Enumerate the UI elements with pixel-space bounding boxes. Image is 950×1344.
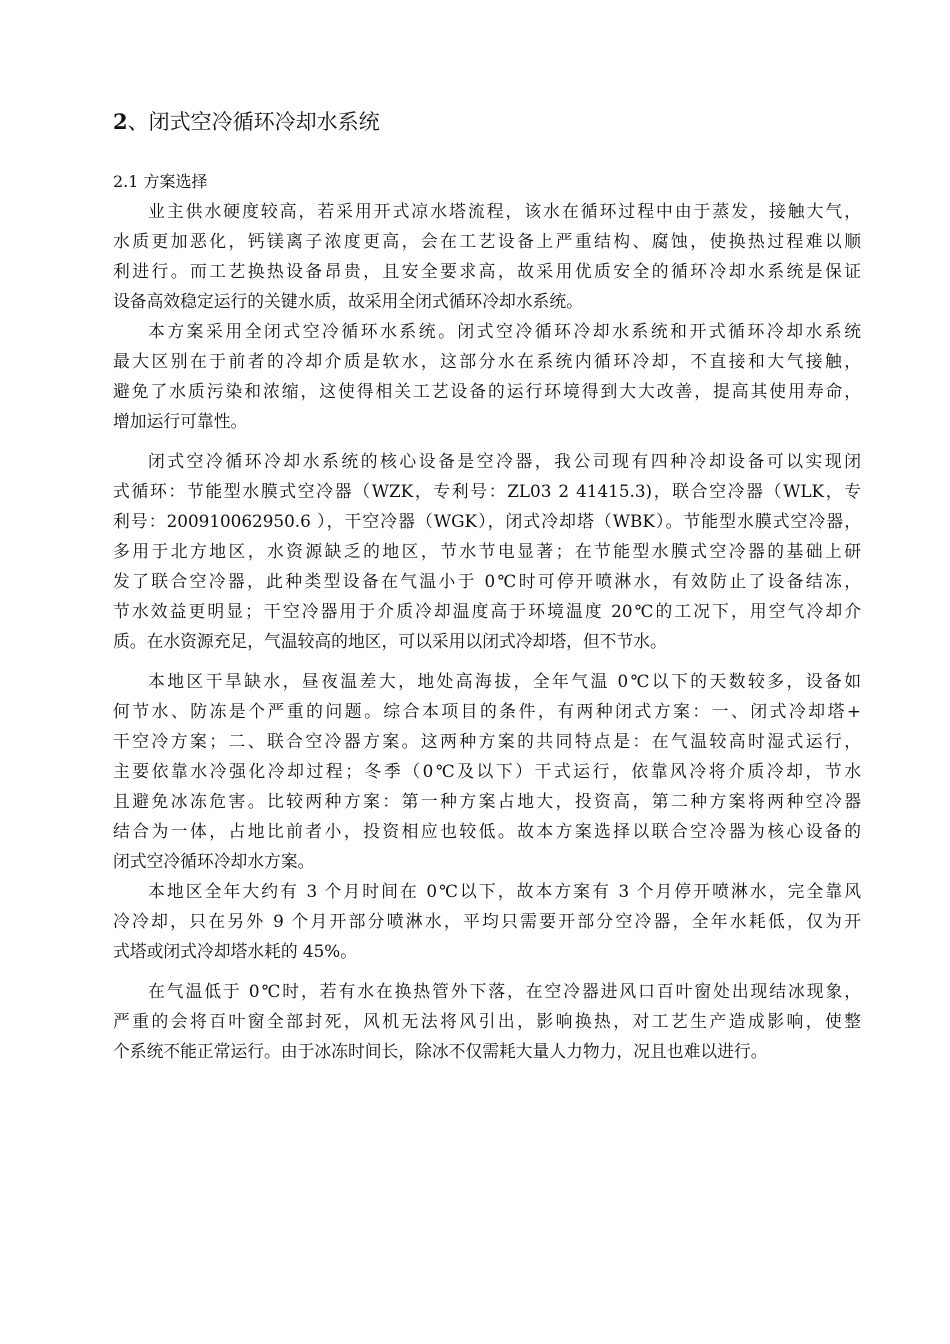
paragraph-line: 节水效益更明显；干空冷器用于介质冷却温度高于环境温度 20℃的工况下，用空气冷却介 bbox=[113, 601, 861, 621]
paragraph-5 bbox=[113, 876, 861, 966]
section-heading bbox=[113, 105, 861, 139]
paragraph-line: 个系统不能正常运行。由于冰冻时间长，除冰不仅需耗大量人力物力，况且也难以进行。 bbox=[113, 1041, 768, 1061]
paragraph-line: 水质更加恶化，钙镁离子浓度更高，会在工艺设备上严重结构、腐蚀，使换热过程难以顺 bbox=[113, 231, 861, 251]
paragraph-line: 且避免冰冻危害。比较两种方案：第一种方案占地大，投资高，第二种方案将两种空冷器 bbox=[113, 791, 861, 811]
paragraph-line: 增加运行可靠性。 bbox=[113, 411, 248, 431]
paragraph-3 bbox=[113, 446, 861, 656]
paragraph-line: 闭式空冷循环冷却水方案。 bbox=[113, 851, 315, 871]
paragraph-line: 冷冷却，只在另外 9 个月开部分喷淋水，平均只需要开部分空冷器，全年水耗低，仅为开 bbox=[113, 911, 861, 931]
paragraph-line: 避免了水质污染和浓缩，这使得相关工艺设备的运行环境得到大大改善，提高其使用寿命， bbox=[113, 381, 861, 401]
paragraph-line: 干空冷方案；二、联合空冷器方案。这两种方案的共同特点是：在气温较高时湿式运行， bbox=[113, 731, 861, 751]
paragraph-2 bbox=[113, 316, 861, 436]
paragraph-line: 本方案采用全闭式空冷循环水系统。闭式空冷循环冷却水系统和开式循环冷却水系统 bbox=[148, 321, 861, 341]
subsection-heading: 2.1 方案选择 bbox=[113, 172, 208, 191]
paragraph-line: 闭式空冷循环冷却水系统的核心设备是空冷器，我公司现有四种冷却设备可以实现闭 bbox=[148, 451, 861, 471]
paragraph-line: 利号：200910062950.6 ），干空冷器（WGK），闭式冷却塔（WBK）。节能型水膜式空冷器， bbox=[113, 511, 861, 531]
paragraph-line: 式循环：节能型水膜式空冷器（WZK，专利号：ZL03 2 41415.3)，联合空冷器（WLK，专 bbox=[113, 481, 861, 501]
section-title: 、闭式空冷循环冷却水系统 bbox=[127, 110, 380, 134]
paragraph-line: 发了联合空冷器，此种类型设备在气温小于 0℃时可停开喷淋水，有效防止了设备结冻， bbox=[113, 571, 861, 591]
paragraph-line: 最大区别在于前者的冷却介质是软水，这部分水在系统内循环冷却，不直接和大气接触， bbox=[113, 351, 861, 371]
paragraph-gap bbox=[113, 656, 861, 666]
paragraph-line: 设备高效稳定运行的关键水质，故采用全闭式循环冷却水系统。 bbox=[113, 291, 583, 311]
paragraph-line: 多用于北方地区，水资源缺乏的地区，节水节电显著；在节能型水膜式空冷器的基础上研 bbox=[113, 541, 861, 561]
paragraph-line: 何节水、防冻是个严重的问题。综合本项目的条件，有两种闭式方案：一、闭式冷却塔+ bbox=[113, 701, 861, 721]
paragraph-4 bbox=[113, 666, 861, 876]
paragraph-line: 业主供水硬度较高，若采用开式凉水塔流程，该水在循环过程中由于蒸发，接触大气， bbox=[148, 201, 861, 221]
paragraph-line: 在气温低于 0℃时，若有水在换热管外下落，在空冷器进风口百叶窗处出现结冰现象， bbox=[148, 981, 861, 1001]
paragraph-line: 严重的会将百叶窗全部封死，风机无法将风引出，影响换热，对工艺生产造成影响，使整 bbox=[113, 1011, 861, 1031]
paragraph-line: 本地区干旱缺水，昼夜温差大，地处高海拔，全年气温 0℃以下的天数较多，设备如 bbox=[148, 671, 861, 691]
paragraph-6 bbox=[113, 976, 861, 1066]
section-number: 2 bbox=[113, 109, 128, 134]
paragraph-line: 主要依靠水冷强化冷却过程；冬季（0℃及以下）干式运行，依靠风冷将介质冷却，节水 bbox=[113, 761, 861, 781]
paragraph-gap bbox=[113, 436, 861, 446]
paragraph-line: 质。在水资源充足，气温较高的地区，可以采用以闭式冷却塔，但不节水。 bbox=[113, 631, 667, 651]
paragraph-line: 本地区全年大约有 3 个月时间在 0℃以下，故本方案有 3 个月停开喷淋水，完全靠风 bbox=[148, 881, 861, 901]
paragraph-line: 结合为一体，占地比前者小，投资相应也较低。故本方案选择以联合空冷器为核心设备的 bbox=[113, 821, 861, 841]
paragraph-line: 式塔或闭式冷却塔水耗的 45%。 bbox=[113, 941, 358, 961]
document-page bbox=[113, 105, 861, 1066]
paragraph-gap bbox=[113, 966, 861, 976]
paragraph-line: 利进行。而工艺换热设备昂贵，且安全要求高，故采用优质安全的循环冷却水系统是保证 bbox=[113, 261, 861, 281]
paragraph-1 bbox=[113, 196, 861, 316]
